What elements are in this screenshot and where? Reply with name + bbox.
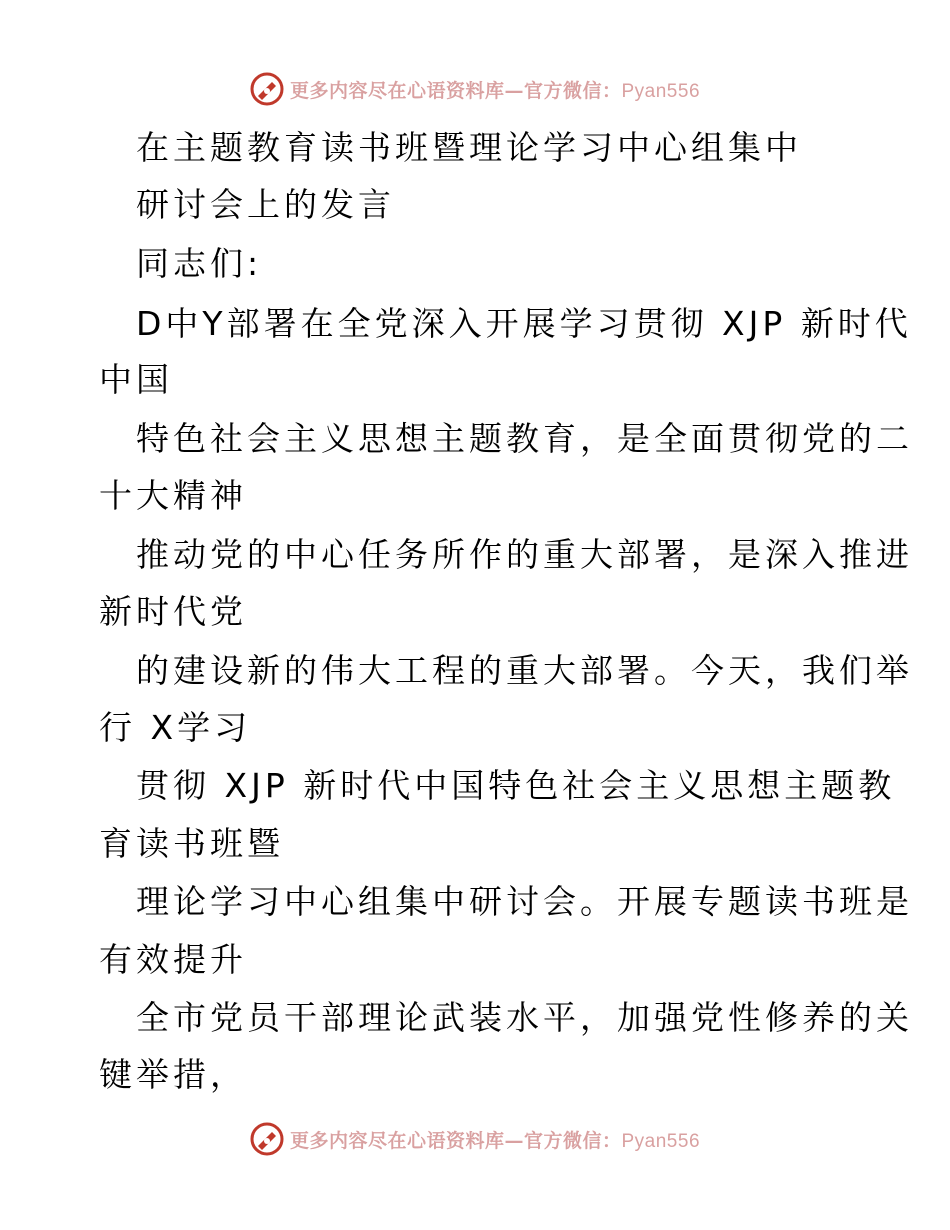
title-line-2: 研讨会上的发言: [136, 185, 395, 224]
paragraph-line: 贯彻 XJP 新时代中国特色社会主义思想主题教: [136, 766, 896, 805]
pen-logo-icon: [250, 1122, 284, 1156]
greeting: 同志们:: [136, 244, 263, 283]
paragraph-line: 十大精神: [99, 476, 247, 515]
paragraph-line: 理论学习中心组集中研讨会。开展专题读书班是: [136, 882, 913, 921]
paragraph-line: 键举措，: [99, 1055, 247, 1094]
paragraph-line: 全市党员干部理论武装水平，加强党性修养的关: [136, 998, 913, 1037]
paragraph-line: 新时代党: [99, 592, 247, 631]
watermark-text: 更多内容尽在心语资料库—官方微信：Pyan556: [289, 1129, 701, 1152]
paragraph-line: 育读书班暨: [99, 824, 284, 863]
paragraph-line: 的建设新的伟大工程的重大部署。今天，我们举: [136, 651, 913, 690]
paragraph-line: 推动党的中心任务所作的重大部署，是深入推进: [136, 535, 913, 574]
paragraph-line: 特色社会主义思想主题教育，是全面贯彻党的二: [136, 419, 913, 458]
watermark-footer: [0, 1122, 950, 1156]
title-line-1: 在主题教育读书班暨理论学习中心组集中: [136, 128, 802, 167]
watermark-header: [0, 72, 950, 106]
paragraph-line: 中国: [99, 360, 173, 399]
watermark-text: 更多内容尽在心语资料库—官方微信：Pyan556: [289, 79, 701, 102]
paragraph-line: 有效提升: [99, 940, 247, 979]
paragraph-line: 行 X学习: [99, 708, 252, 747]
paragraph-line: D中Y部署在全党深入开展学习贯彻 XJP 新时代: [136, 304, 912, 343]
pen-logo-icon: [250, 72, 284, 106]
